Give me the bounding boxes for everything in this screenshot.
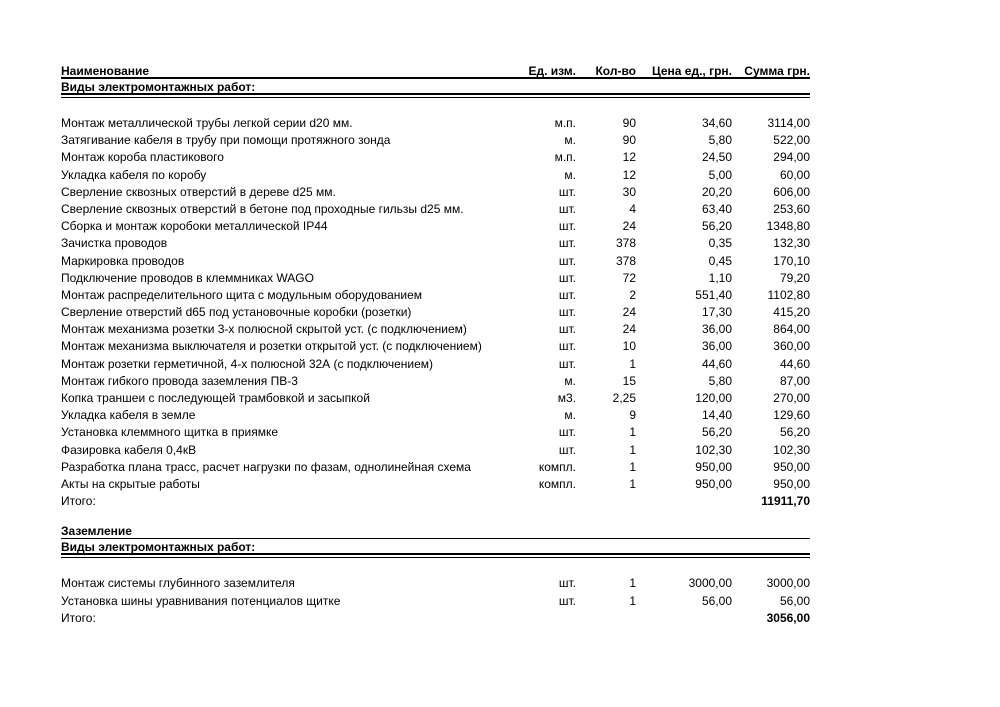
cell-unit: шт. (558, 576, 576, 591)
cell-sum: 950,00 (773, 459, 810, 474)
total-row (61, 493, 810, 510)
cell-name: Установка клеммного щитка в приямке (61, 425, 279, 440)
cell-sum: 950,00 (773, 476, 810, 491)
cell-unit: м. (564, 408, 576, 423)
cell-name: Монтаж короба пластикового (61, 150, 224, 165)
column-header-row (61, 65, 810, 79)
cell-name: Разработка плана трасс, расчет нагрузки по фазам, однолинейная схема (61, 459, 471, 474)
cell-name: Сверление сквозных отверстий в бетоне под проходные гильзы d25 мм. (61, 201, 464, 216)
cell-name: Затягивание кабеля в трубу при помощи протяжного зонда (61, 133, 391, 148)
cell-qty: 10 (622, 339, 636, 354)
cell-unit: м. (564, 133, 576, 148)
cell-price: 120,00 (695, 391, 732, 405)
table-row (61, 575, 810, 592)
table-row (61, 373, 810, 390)
cell-name: Фазировка кабеля 0,4кВ (61, 442, 197, 457)
cell-price: 5,00 (708, 167, 732, 182)
cell-unit: шт. (558, 184, 576, 199)
cell-name: Монтаж металлической трубы легкой серии d20 мм. (61, 116, 353, 130)
cell-qty: 12 (622, 167, 636, 182)
cell-qty: 1 (629, 476, 636, 491)
cell-name: Монтаж механизма розетки 3-х полюсной скрытой уст. (с подключением) (61, 322, 467, 337)
cell-qty: 2 (629, 287, 636, 302)
cell-price: 24,50 (701, 150, 732, 165)
cell-unit: шт. (558, 339, 576, 354)
cell-name: Копка траншеи с последующей трамбовкой и засыпкой (61, 391, 370, 405)
cell-qty: 1 (629, 356, 636, 371)
cell-sum: 3000,00 (766, 576, 810, 591)
cell-price: 0,45 (708, 253, 732, 268)
cell-price: 56,20 (701, 219, 732, 234)
cell-unit: м3. (557, 391, 576, 405)
table-row (61, 321, 810, 338)
grounding-section (61, 525, 810, 627)
total-value: 11911,70 (761, 494, 810, 509)
cell-qty: 72 (622, 270, 636, 285)
cell-sum: 44,60 (779, 356, 810, 371)
table-row (61, 407, 810, 424)
cell-price: 0,35 (708, 236, 732, 251)
cell-price: 44,60 (701, 356, 732, 371)
cell-price: 14,40 (701, 408, 732, 423)
cell-unit: компл. (538, 459, 576, 474)
cell-unit: шт. (558, 201, 576, 216)
cell-unit: шт. (558, 287, 576, 302)
cell-name: Монтаж розетки герметичной, 4-х полюсной 32А (с подключением) (61, 356, 434, 371)
double-rule-lower-line (61, 97, 810, 98)
cell-unit: м. (564, 373, 576, 388)
total-row (61, 610, 810, 627)
cell-name: Укладка кабеля по коробу (61, 167, 207, 182)
cell-sum: 56,00 (779, 593, 810, 608)
cell-price: 551,40 (695, 287, 732, 302)
cell-sum: 606,00 (773, 184, 810, 199)
col-header-qty: Кол-во (595, 64, 636, 78)
cell-unit: компл. (538, 476, 576, 491)
table-row (61, 253, 810, 270)
cell-name: Акты на скрытые работы (61, 476, 200, 491)
cell-price: 5,80 (708, 133, 732, 148)
cell-qty: 24 (622, 322, 636, 337)
cell-qty: 4 (629, 201, 636, 216)
cell-qty: 90 (622, 116, 636, 130)
cell-price: 950,00 (695, 459, 732, 474)
cell-qty: 1 (629, 576, 636, 591)
table-row (61, 442, 810, 459)
cell-qty: 378 (615, 236, 636, 251)
double-rule-lower-line (61, 557, 810, 558)
table-row (61, 149, 810, 166)
table-row (61, 218, 810, 235)
cell-name: Маркировка проводов (61, 253, 185, 268)
cell-price: 63,40 (701, 201, 732, 216)
cell-unit: шт. (558, 356, 576, 371)
cell-sum: 253,60 (773, 201, 810, 216)
table-row (61, 287, 810, 304)
cell-sum: 864,00 (773, 322, 810, 337)
cell-qty: 1 (629, 459, 636, 474)
section-subtitle: Виды электромонтажных работ: (61, 539, 810, 555)
total-label: Итого: (61, 610, 96, 625)
cell-unit: шт. (558, 322, 576, 337)
cell-name: Зачистка проводов (61, 236, 168, 251)
table-row (61, 184, 810, 201)
cell-qty: 30 (622, 184, 636, 199)
total-value: 3056,00 (766, 610, 810, 625)
total-label: Итого: (61, 494, 96, 509)
table-row (61, 132, 810, 149)
section-rows (61, 575, 810, 609)
cell-price: 56,00 (701, 593, 732, 608)
cell-sum: 129,60 (773, 408, 810, 423)
cell-sum: 1348,80 (766, 219, 810, 234)
cell-qty: 24 (622, 305, 636, 320)
section-rows (61, 115, 810, 493)
cell-unit: шт. (558, 236, 576, 251)
table-row (61, 593, 810, 610)
cell-sum: 102,30 (773, 442, 810, 457)
cell-sum: 79,20 (779, 270, 810, 285)
cell-name: Монтаж системы глубинного заземлителя (61, 576, 295, 591)
cell-qty: 1 (629, 425, 636, 440)
col-header-unit-price: Цена ед., грн. (651, 64, 732, 78)
cell-price: 56,20 (701, 425, 732, 440)
works-section (61, 65, 810, 510)
cell-name: Сверление сквозных отверстий в дереве d25 мм. (61, 184, 336, 199)
cell-price: 950,00 (695, 476, 732, 491)
table-row (61, 356, 810, 373)
cell-price: 17,30 (701, 305, 732, 320)
col-header-sum: Сумма грн. (744, 64, 810, 78)
cell-name: Сверление отверстий d65 под установочные коробки (розетки) (61, 305, 412, 320)
cell-name: Монтаж распределительного щита с модульным оборудованием (61, 287, 423, 302)
cell-name: Подключение проводов в клеммниках WAGO (61, 270, 314, 285)
table-row (61, 235, 810, 252)
cell-price: 1,10 (708, 270, 732, 285)
cell-sum: 56,20 (779, 425, 810, 440)
cell-name: Установка шины уравнивания потенциалов щитке (61, 593, 341, 608)
cell-sum: 360,00 (773, 339, 810, 354)
cell-unit: шт. (558, 442, 576, 457)
col-header-name: Наименование (61, 64, 150, 78)
cell-sum: 3114,00 (767, 116, 810, 130)
table-row (61, 390, 810, 407)
cell-qty: 90 (622, 133, 636, 148)
cell-sum: 522,00 (773, 133, 810, 148)
cell-name: Монтаж механизма выключателя и розетки открытой уст. (с подключением) (61, 339, 482, 354)
cell-sum: 294,00 (773, 150, 810, 165)
cell-name: Сборка и монтаж коробоки металлической IP44 (61, 219, 328, 234)
cell-sum: 60,00 (779, 167, 810, 182)
cell-sum: 87,00 (779, 373, 810, 388)
cell-qty: 12 (622, 150, 636, 165)
table-row (61, 167, 810, 184)
cell-qty: 378 (615, 253, 636, 268)
table-row (61, 424, 810, 441)
cell-unit: шт. (558, 270, 576, 285)
table-row (61, 270, 810, 287)
cell-price: 36,00 (701, 322, 732, 337)
cell-unit: шт. (558, 425, 576, 440)
cell-price: 5,80 (708, 373, 732, 388)
cell-sum: 270,00 (773, 391, 810, 405)
cell-qty: 1 (629, 593, 636, 608)
cell-unit: шт. (558, 219, 576, 234)
table-row (61, 476, 810, 493)
col-header-unit: Ед. изм. (528, 64, 576, 78)
cell-name: Монтаж гибкого провода заземления ПВ-3 (61, 373, 298, 388)
cell-qty: 1 (629, 442, 636, 457)
cell-unit: м. (564, 167, 576, 182)
table-row (61, 459, 810, 476)
section-title: Заземление (61, 525, 810, 539)
table-row (61, 115, 810, 132)
cell-qty: 15 (622, 373, 636, 388)
cell-qty: 24 (622, 219, 636, 234)
cell-sum: 132,30 (773, 236, 810, 251)
cell-qty: 2,25 (612, 391, 636, 405)
cell-unit: м.п. (554, 150, 576, 165)
cell-sum: 170,10 (773, 253, 810, 268)
cell-price: 3000,00 (688, 576, 732, 591)
cell-sum: 1102,80 (767, 287, 810, 302)
cell-unit: м.п. (554, 116, 576, 130)
cell-sum: 415,20 (773, 305, 810, 320)
cell-price: 34,60 (701, 116, 732, 130)
cell-unit: шт. (558, 253, 576, 268)
table-row (61, 338, 810, 355)
section-subtitle: Виды электромонтажных работ: (61, 79, 810, 95)
cell-name: Укладка кабеля в земле (61, 408, 196, 423)
cell-price: 20,20 (701, 184, 732, 199)
estimate-table (61, 65, 810, 627)
table-row (61, 304, 810, 321)
cell-price: 36,00 (701, 339, 732, 354)
cell-unit: шт. (558, 593, 576, 608)
table-row (61, 201, 810, 218)
cell-price: 102,30 (695, 442, 732, 457)
cell-qty: 9 (629, 408, 636, 423)
cell-unit: шт. (558, 305, 576, 320)
